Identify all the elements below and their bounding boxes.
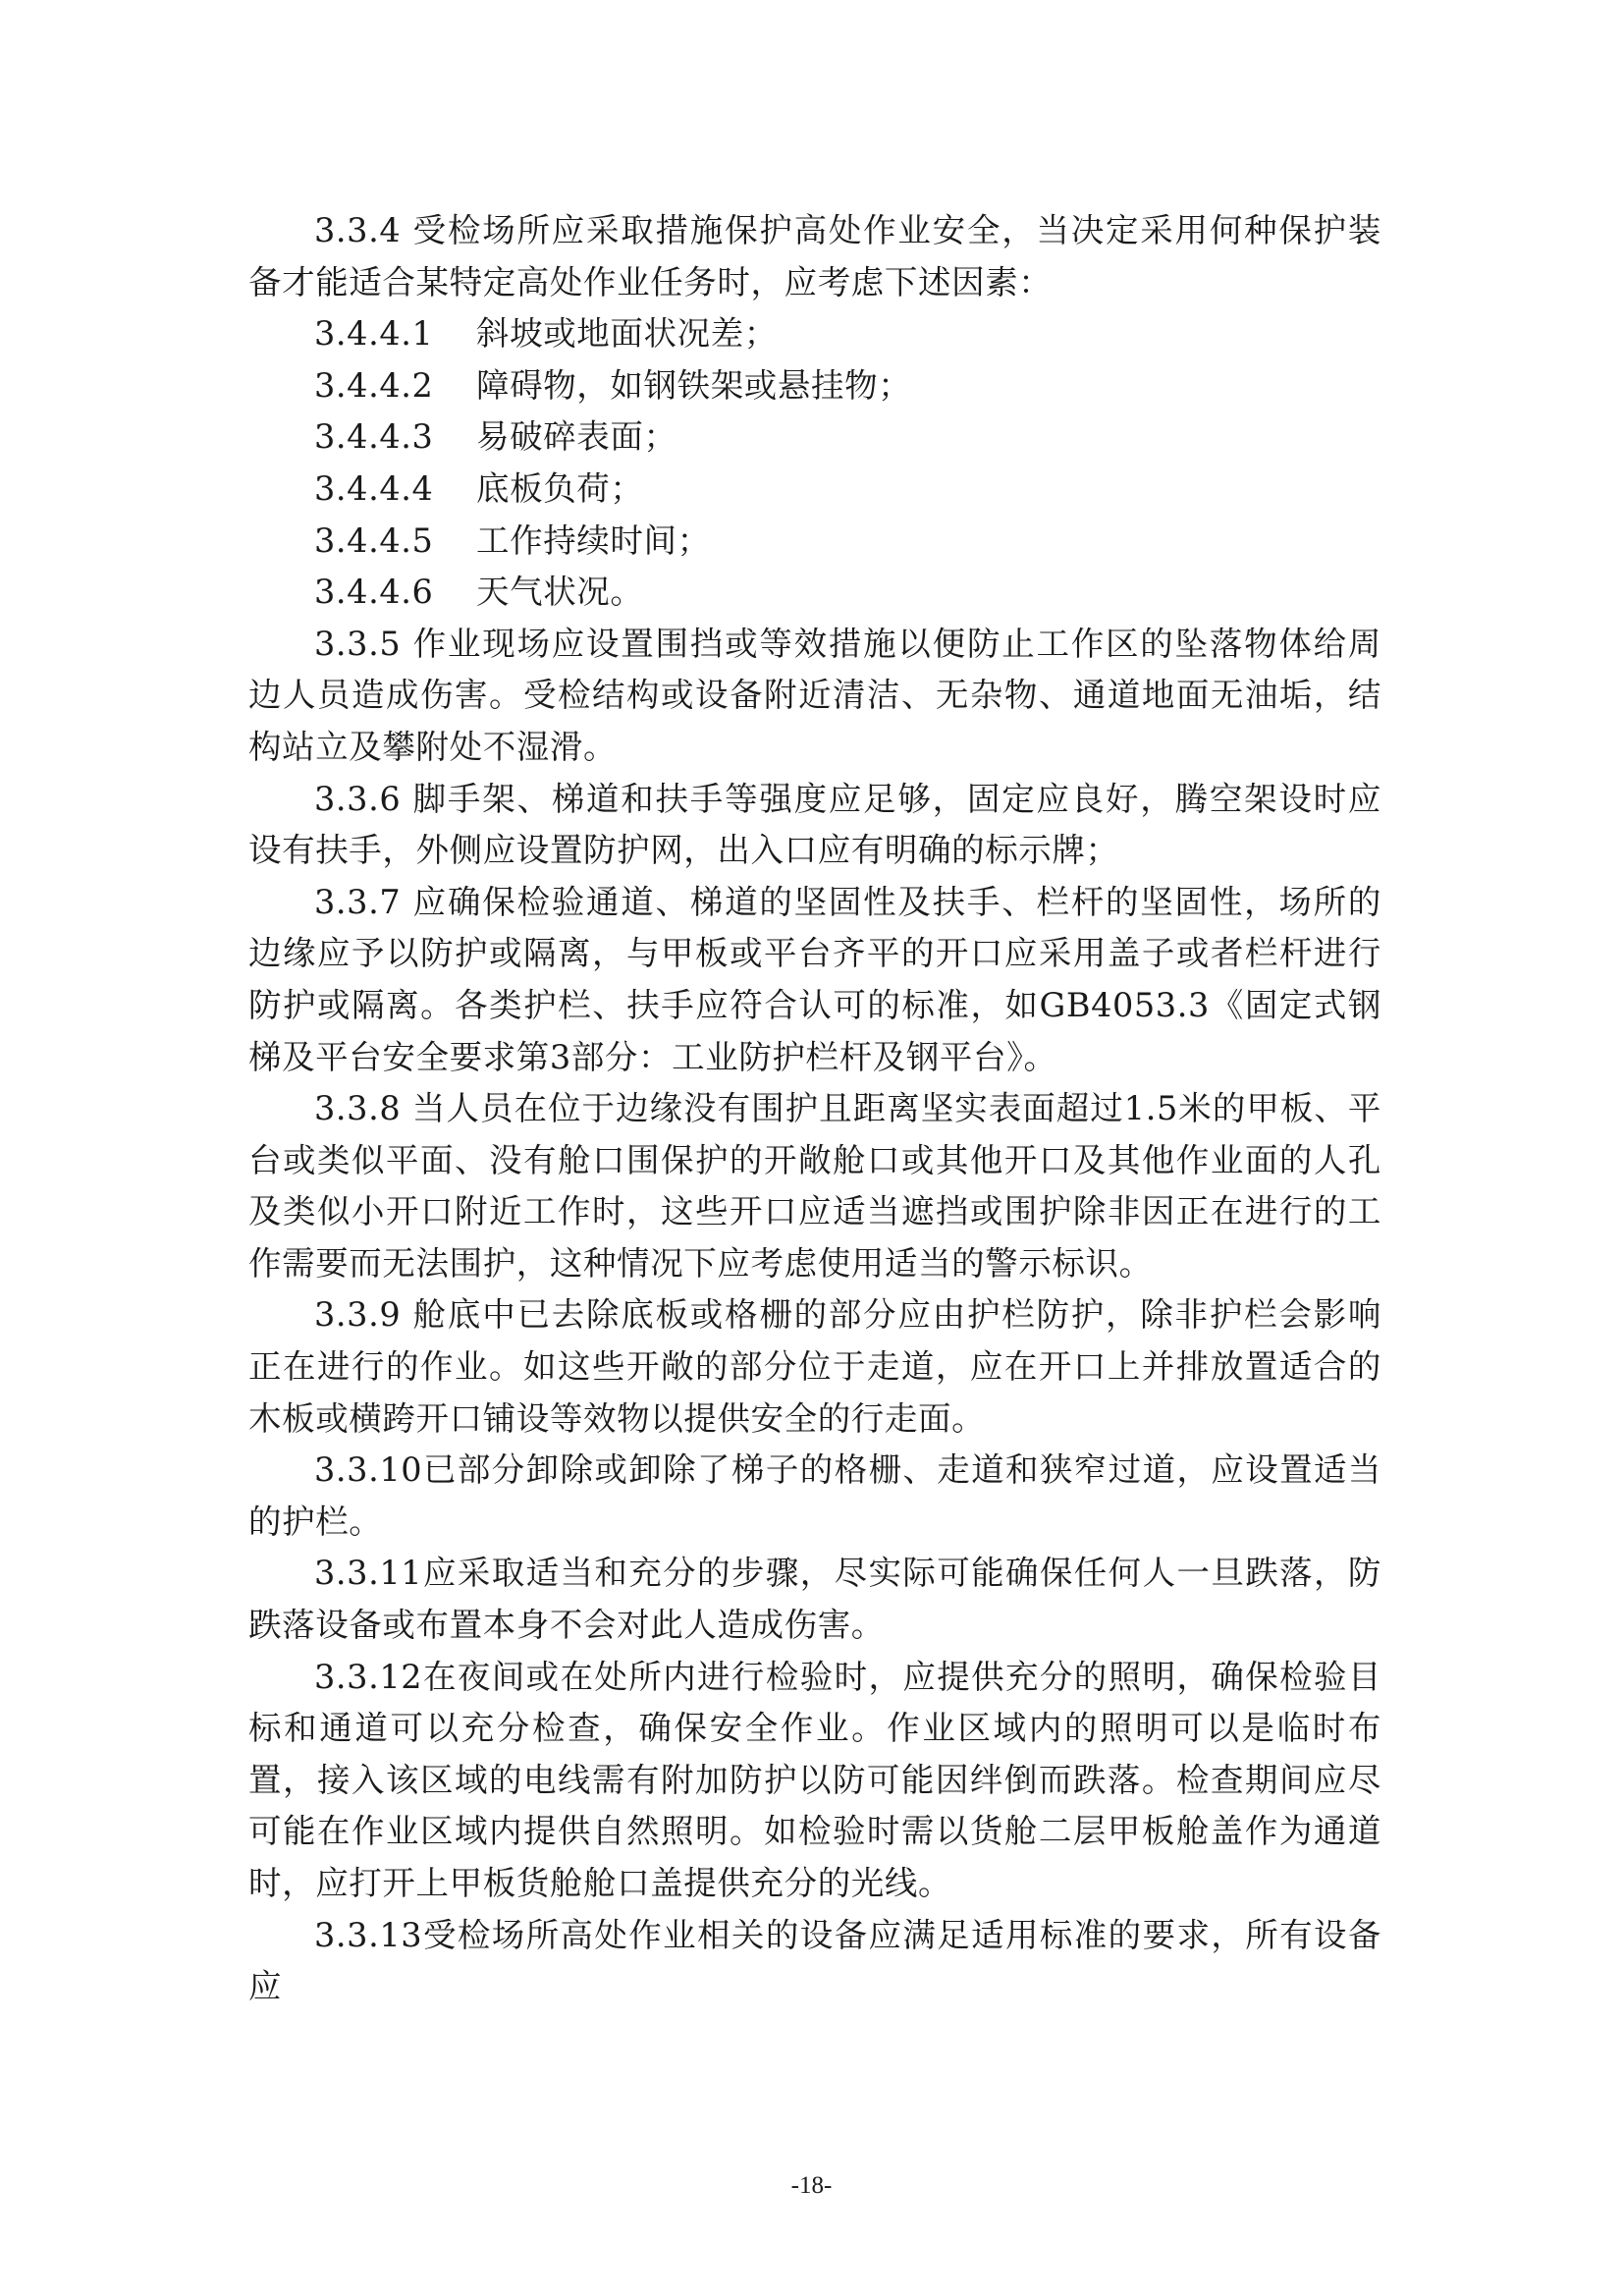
- item-text: 斜坡或地面状况差；: [476, 314, 778, 354]
- item-text: 底板负荷；: [476, 468, 644, 508]
- item-number: 3.4.4.2: [314, 365, 434, 405]
- paragraph-3-3-5: 3.3.5 作业现场应设置围挡或等效措施以便防止工作区的坠落物体给周边人员造成伤害。受检结构或设备附近清洁、无杂物、通道地面无油垢，结构站立及攀附处不湿滑。: [248, 624, 1381, 766]
- list-item: [248, 308, 1381, 360]
- item-text: 工作持续时间；: [476, 520, 711, 560]
- paragraph-3-3-9: 3.3.9 舱底中已去除底板或格栅的部分应由护栏防护，除非护栏会影响正在进行的作业。如这些开敞的部分位于走道，应在开口上并排放置适合的木板或横跨开口铺设等效物以提供安全的行走面。: [248, 1295, 1381, 1438]
- paragraph-3-3-12: 3.3.12在夜间或在处所内进行检验时，应提供充分的照明，确保检验目标和通道可以充分检查，确保安全作业。作业区域内的照明可以是临时布置，接入该区域的电线需有附加防护以防可能因绊倒而跌落。检查期间应尽可能在作业区域内提供自然照明。如检验时需以货舱二层甲板舱盖作为通道时，应打开上甲板货舱舱口盖提供充分的光线。: [248, 1657, 1381, 1902]
- item-number: 3.4.4.5: [314, 520, 434, 560]
- paragraph-3-3-6: 3.3.6 脚手架、梯道和扶手等强度应足够，固定应良好，腾空架设时应设有扶手，外侧应设置防护网，出入口应有明确的标示牌；: [248, 779, 1381, 870]
- item-text: 天气状况。: [476, 573, 644, 612]
- list-item: [248, 411, 1381, 464]
- list-item: [248, 464, 1381, 516]
- list-item: [248, 360, 1381, 412]
- item-number: 3.4.4.3: [314, 417, 434, 457]
- document-body: [248, 205, 1381, 2013]
- item-number: 3.4.4.6: [314, 573, 434, 612]
- paragraph-3-3-13: 3.3.13受检场所高处作业相关的设备应满足适用标准的要求，所有设备应: [248, 1915, 1381, 2006]
- list-item: [248, 567, 1381, 619]
- page-number: -18-: [790, 2172, 833, 2199]
- paragraph-3-3-10: 3.3.10已部分卸除或卸除了梯子的格栅、走道和狭窄过道，应设置适当的护栏。: [248, 1450, 1381, 1541]
- item-number: 3.4.4.1: [314, 314, 434, 354]
- list-item: [248, 516, 1381, 568]
- paragraph-3-3-8: 3.3.8 当人员在位于边缘没有围护且距离坚实表面超过1.5米的甲板、平台或类似平面、没有舱口围保护的开敞舱口或其他开口及其他作业面的人孔及类似小开口附近工作时，这些开口应适当遮挡或围护除非因正在进行的工作需要而无法围护，这种情况下应考虑使用适当的警示标识。: [248, 1089, 1381, 1283]
- item-number: 3.4.4.4: [314, 468, 434, 508]
- paragraph-3-3-11: 3.3.11应采取适当和充分的步骤，尽实际可能确保任何人一旦跌落，防跌落设备或布置本身不会对此人造成伤害。: [248, 1554, 1381, 1645]
- item-text: 障碍物，如钢铁架或悬挂物；: [476, 365, 912, 405]
- paragraph-3-3-7: 3.3.7 应确保检验通道、梯道的坚固性及扶手、栏杆的坚固性，场所的边缘应予以防护或隔离，与甲板或平台齐平的开口应采用盖子或者栏杆进行防护或隔离。各类护栏、扶手应符合认可的标准，如GB4053.3《固定式钢梯及平台安全要求第3部分：工业防护栏杆及钢平台》。: [248, 882, 1381, 1076]
- paragraph-3-3-4: 3.3.4 受检场所应采取措施保护高处作业安全，当决定采用何种保护装备才能适合某特定高处作业任务时，应考虑下述因素：: [248, 211, 1381, 301]
- item-text: 易破碎表面；: [476, 417, 677, 457]
